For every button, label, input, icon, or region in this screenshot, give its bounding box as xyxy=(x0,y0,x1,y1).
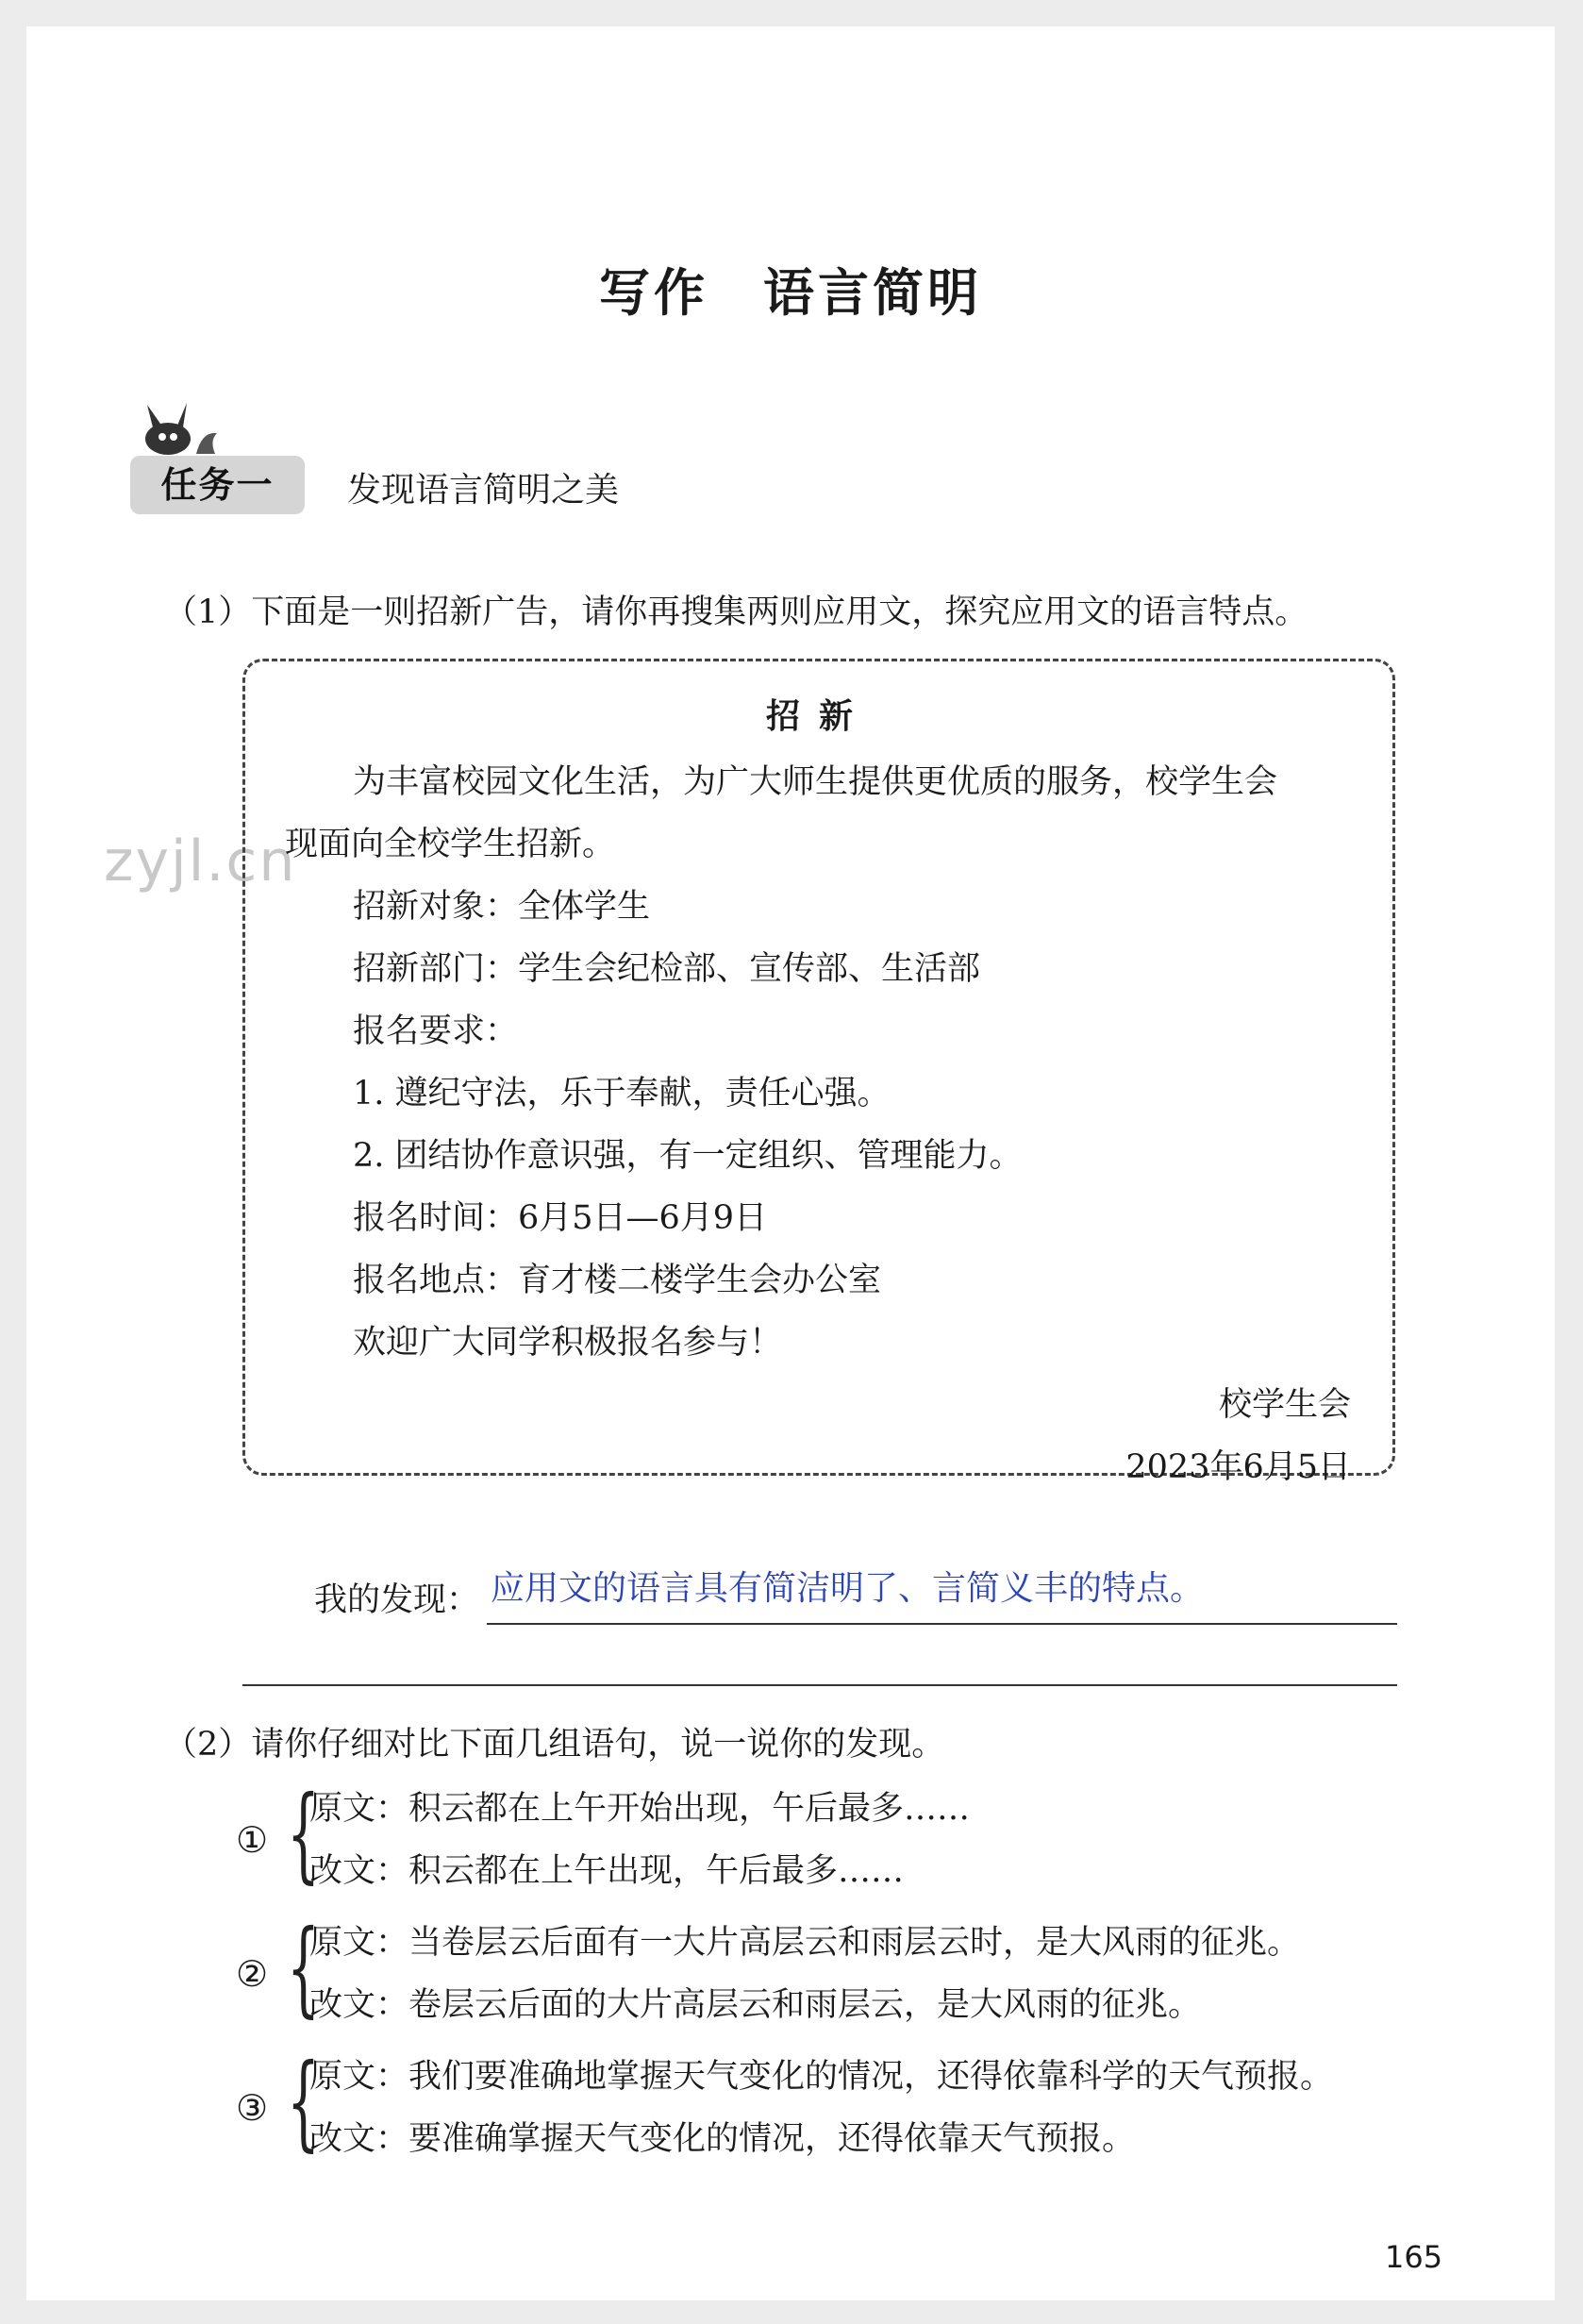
notice-date: 2023年6月5日 xyxy=(1125,1448,1351,1486)
group-1-number: ① xyxy=(236,1819,269,1861)
brace-icon: { xyxy=(287,1907,320,2028)
notice-time: 报名时间：6月5日—6月9日 xyxy=(353,1199,768,1237)
group-3-revised: 改文：要准确掌握天气变化的情况，还得依靠天气预报。 xyxy=(309,2120,1136,2158)
answer-line-blank[interactable] xyxy=(242,1684,1397,1686)
answer-line xyxy=(487,1623,1397,1625)
group-3-original: 原文：我们要准确地掌握天气变化的情况，还得依靠科学的天气预报。 xyxy=(309,2058,1334,2096)
discovery-label: 我的发现： xyxy=(314,1581,480,1619)
notice-welcome: 欢迎广大同学积极报名参与！ xyxy=(353,1324,783,1362)
watermark: zyjl.cn xyxy=(104,828,297,894)
page xyxy=(26,26,1555,2300)
group-3-number: ③ xyxy=(236,2087,269,2129)
group-2-original: 原文：当卷层云后面有一大片高层云和雨层云时，是大风雨的征兆。 xyxy=(309,1924,1301,1962)
notice-title: 招新 xyxy=(765,697,872,736)
task-badge: 任务一 xyxy=(130,456,305,514)
notice-paragraph-line1: 为丰富校园文化生活，为广大师生提供更优质的服务，校学生会 xyxy=(353,763,1278,801)
group-1-original: 原文：积云都在上午开始出现，午后最多…… xyxy=(309,1790,971,1828)
notice-place: 报名地点：育才楼二楼学生会办公室 xyxy=(353,1262,882,1299)
group-2-number: ② xyxy=(236,1953,269,1995)
group-2-revised: 改文：卷层云后面的大片高层云和雨层云，是大风雨的征兆。 xyxy=(309,1986,1202,2024)
notice-target: 招新对象：全体学生 xyxy=(353,888,651,926)
notice-paragraph-line2: 现面向全校学生招新。 xyxy=(285,826,616,863)
question-2: （2）请你仔细对比下面几组语句，说一说你的发现。 xyxy=(164,1726,945,1764)
notice-requirement-2: 2. 团结协作意识强，有一定组织、管理能力。 xyxy=(353,1137,1023,1175)
notice-departments: 招新部门：学生会纪检部、宣传部、生活部 xyxy=(353,950,981,988)
task-title: 发现语言简明之美 xyxy=(347,471,620,510)
group-1-revised: 改文：积云都在上午出现，午后最多…… xyxy=(309,1852,905,1890)
mascot-icon xyxy=(140,399,229,458)
brace-icon: { xyxy=(287,2041,320,2162)
page-title: 写作 语言简明 xyxy=(599,262,982,323)
notice-requirements-label: 报名要求： xyxy=(353,1012,519,1050)
discovery-answer[interactable]: 应用文的语言具有简洁明了、言简义丰的特点。 xyxy=(491,1569,1205,1608)
notice-requirement-1: 1. 遵纪守法，乐于奉献，责任心强。 xyxy=(353,1075,891,1112)
question-1: （1）下面是一则招新广告，请你再搜集两则应用文，探究应用文的语言特点。 xyxy=(164,594,1308,631)
brace-icon: { xyxy=(287,1773,320,1894)
notice-signature: 校学生会 xyxy=(1218,1386,1351,1424)
page-number: 165 xyxy=(1385,2239,1443,2275)
recruitment-notice xyxy=(242,659,1395,1486)
